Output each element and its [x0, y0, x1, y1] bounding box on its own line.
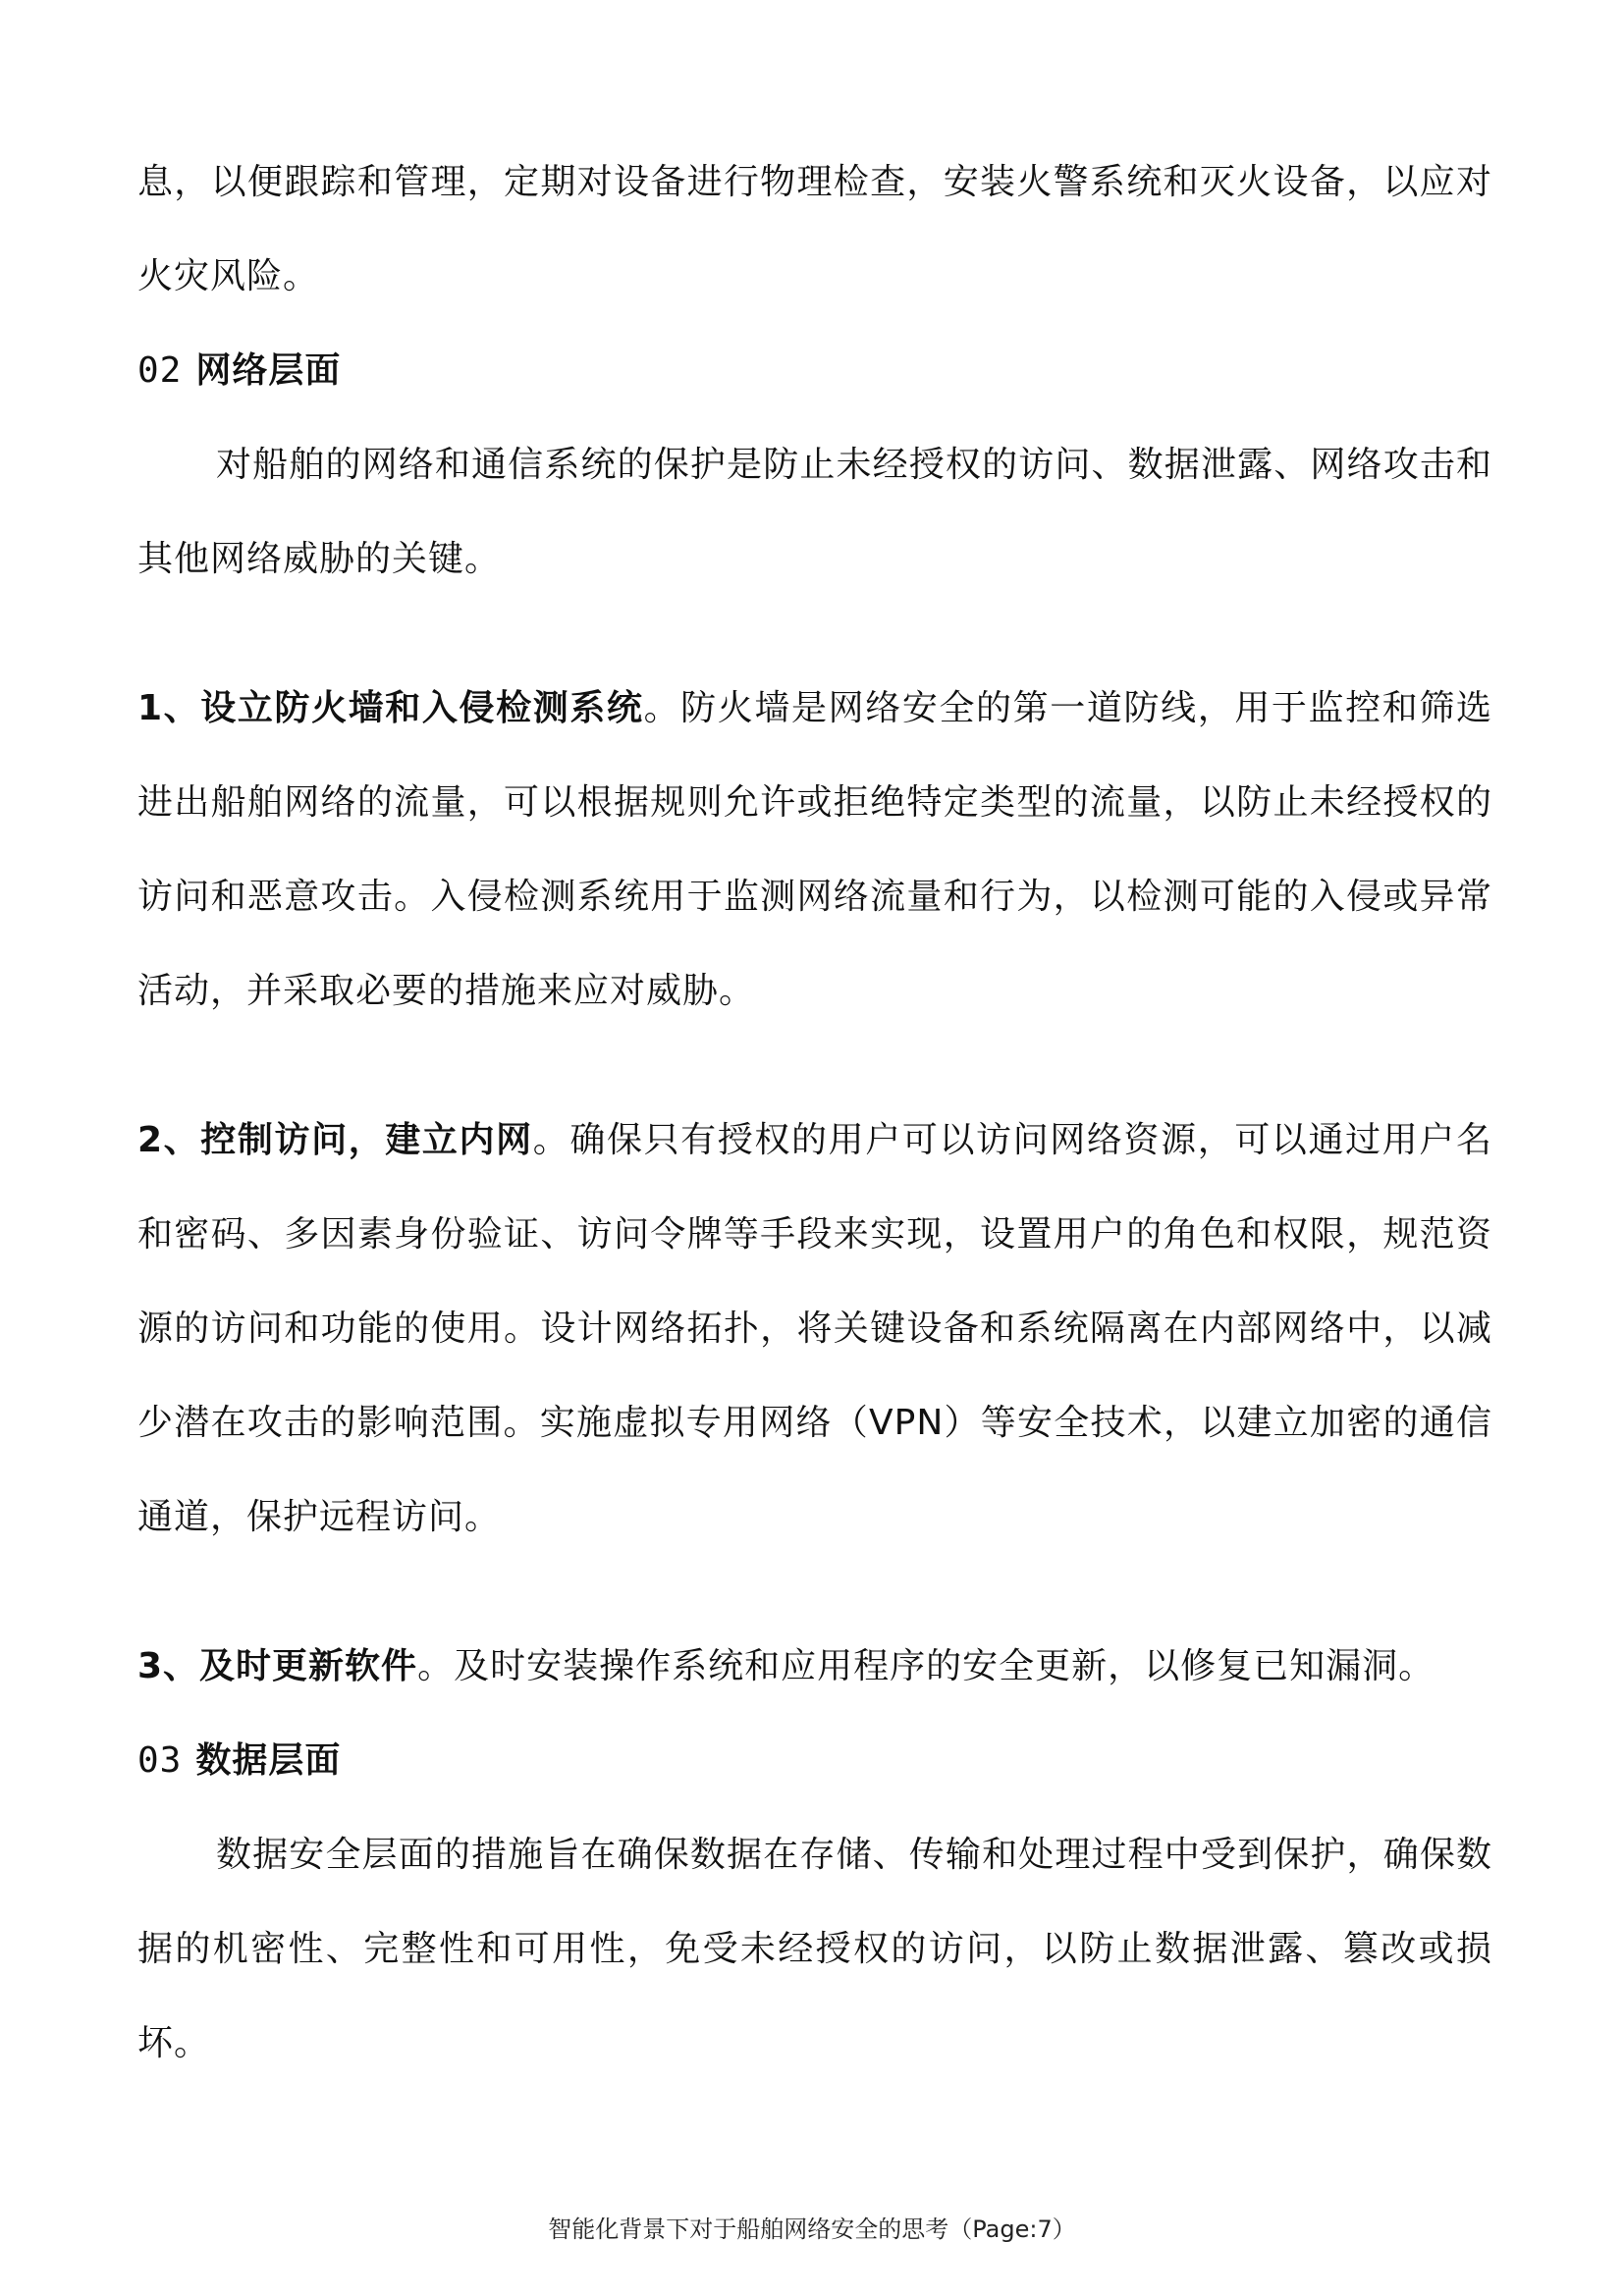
section-number: 02 [137, 350, 183, 391]
paragraph-network-intro: 对船舶的网络和通信系统的保护是防止未经授权的访问、数据泄露、网络攻击和其他网络威胁的关键。 [137, 445, 1492, 579]
paragraph-intro-continuation: 息，以便跟踪和管理，定期对设备进行物理检查，安装火警系统和灭火设备，以应对火灾风险。 [137, 162, 1492, 296]
page-content [137, 135, 1492, 2091]
section-heading-network [137, 324, 1492, 418]
list-item-access-control [137, 1094, 1492, 1565]
section-number: 03 [137, 1740, 183, 1781]
section-title: 数据层面 [195, 1740, 342, 1781]
section-title: 网络层面 [195, 350, 342, 391]
section-heading-data [137, 1714, 1492, 1808]
list-item-lead: 1、设立防火墙和入侵检测系统 [137, 688, 644, 728]
page-footer: 智能化背景下对于船舶网络安全的思考（Page:7） [548, 2216, 1076, 2243]
list-item-body: 。确保只有授权的用户可以访问网络资源，可以通过用户名和密码、多因素身份验证、访问令牌等手段来实现，设置用户的角色和权限，规范资源的访问和功能的使用。设计网络拓扑，将关键设备和系统隔离在内部网络中，以减少潜在攻击的影响范围。实施虚拟专用网络（VPN）等安全技术，以建立加密的通信通道，保护远程访问。 [137, 1120, 1492, 1537]
list-item-body: 。及时安装操作系统和应用程序的安全更新，以修复已知漏洞。 [417, 1646, 1435, 1686]
list-item-software-update [137, 1620, 1492, 1714]
list-item-lead: 2、控制访问，建立内网 [137, 1120, 533, 1160]
paragraph-data-intro: 数据安全层面的措施旨在确保数据在存储、传输和处理过程中受到保护，确保数据的机密性、完整性和可用性，免受未经授权的访问，以防止数据泄露、篡改或损坏。 [137, 1835, 1492, 2063]
list-item-lead: 3、及时更新软件 [137, 1646, 418, 1686]
list-item-body: 。防火墙是网络安全的第一道防线，用于监控和筛选进出船舶网络的流量，可以根据规则允许或拒绝特定类型的流量，以防止未经授权的访问和恶意攻击。入侵检测系统用于监测网络流量和行为，以检测可能的入侵或异常活动，并采取必要的措施来应对威胁。 [137, 688, 1492, 1011]
list-item-firewall [137, 662, 1492, 1039]
